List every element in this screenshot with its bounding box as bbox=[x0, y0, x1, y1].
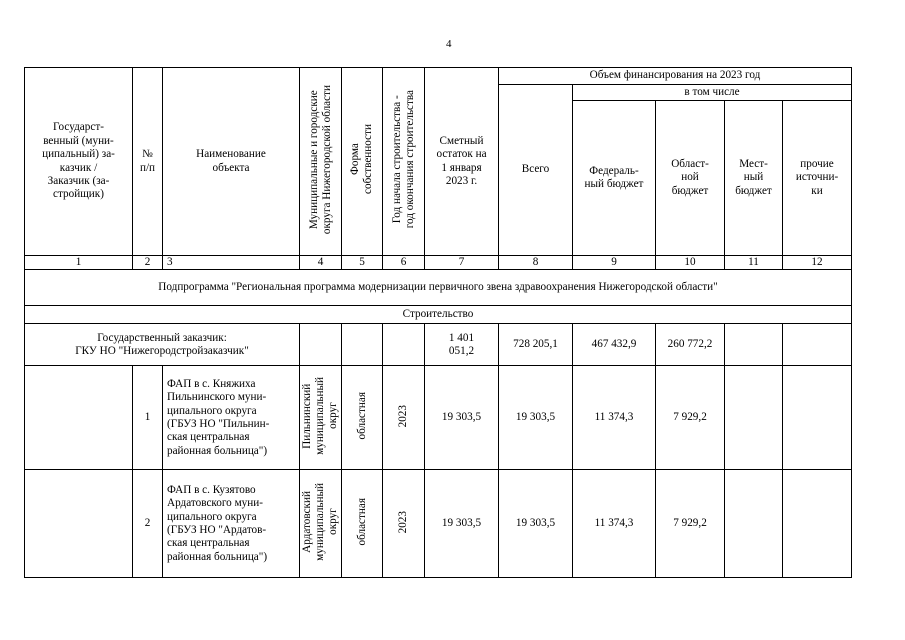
empty-cell bbox=[300, 324, 342, 366]
header-local: Мест- ный бюджет bbox=[725, 101, 783, 256]
regional: 7 929,2 bbox=[656, 366, 725, 470]
year: 2023 bbox=[397, 404, 410, 427]
municipality-cell bbox=[300, 366, 342, 470]
object-name: ФАП в с. Княжиха Пильнинского муни- ципального округа (ГБУЗ НО "Пильнин- ская центральная районная больница") bbox=[163, 366, 300, 470]
empty-cell bbox=[342, 324, 383, 366]
empty-cell bbox=[25, 366, 133, 470]
header-ownership-cell bbox=[342, 68, 383, 256]
header-federal: Федераль- ный бюджет bbox=[573, 101, 656, 256]
customer-federal: 467 432,9 bbox=[573, 324, 656, 366]
col-number: 8 bbox=[499, 256, 573, 270]
col-number: 12 bbox=[783, 256, 852, 270]
ownership: областная bbox=[355, 497, 368, 546]
customer-name: Государственный заказчик: ГКУ НО "Нижегородстройзаказчик" bbox=[25, 324, 300, 366]
col-number: 5 bbox=[342, 256, 383, 270]
empty-cell bbox=[25, 470, 133, 578]
subprogram-title: Подпрограмма "Региональная программа модернизации первичного звена здравоохранения Нижегородской области" bbox=[25, 270, 852, 306]
year-cell bbox=[383, 470, 425, 578]
header-balance: Сметный остаток на 1 января 2023 г. bbox=[425, 68, 499, 256]
balance: 19 303,5 bbox=[425, 366, 499, 470]
page-number: 4 bbox=[446, 38, 452, 50]
empty-cell bbox=[725, 324, 783, 366]
header-municipality: Муниципальные и городские округа Нижегородской области bbox=[307, 84, 333, 234]
header-customer: Государст- венный (муни- ципальный) за- казчик / Заказчик (за- стройщик) bbox=[25, 68, 133, 256]
col-number: 2 bbox=[133, 256, 163, 270]
header-funding-title: Объем финансирования на 2023 год bbox=[499, 68, 852, 85]
regional: 7 929,2 bbox=[656, 470, 725, 578]
header-municipality-cell bbox=[300, 68, 342, 256]
header-total: Всего bbox=[499, 85, 573, 256]
col-number: 6 bbox=[383, 256, 425, 270]
empty-cell bbox=[783, 470, 852, 578]
funding-table bbox=[24, 67, 852, 578]
header-years-cell bbox=[383, 68, 425, 256]
header-num: № п/п bbox=[133, 68, 163, 256]
federal: 11 374,3 bbox=[573, 470, 656, 578]
year: 2023 bbox=[397, 510, 410, 533]
col-number: 3 bbox=[163, 256, 300, 270]
header-years: Год начала строительства - год окончания строительства bbox=[390, 90, 416, 229]
customer-balance: 1 401 051,2 bbox=[425, 324, 499, 366]
municipality: Ардатовский муниципальный округ bbox=[301, 482, 339, 561]
col-number: 1 bbox=[25, 256, 133, 270]
section-title: Строительство bbox=[25, 306, 852, 324]
col-number: 9 bbox=[573, 256, 656, 270]
object-name: ФАП в с. Кузятово Ардатовского муни- ципального округа (ГБУЗ НО "Ардатов- ская центральная районная больница") bbox=[163, 470, 300, 578]
ownership-cell bbox=[342, 366, 383, 470]
header-other: прочие источни- ки bbox=[783, 101, 852, 256]
header-object-name: Наименование объекта bbox=[163, 68, 300, 256]
customer-total: 728 205,1 bbox=[499, 324, 573, 366]
ownership-cell bbox=[342, 470, 383, 578]
row-num: 1 bbox=[133, 366, 163, 470]
header-including: в том числе bbox=[573, 85, 852, 101]
col-number: 11 bbox=[725, 256, 783, 270]
total: 19 303,5 bbox=[499, 366, 573, 470]
total: 19 303,5 bbox=[499, 470, 573, 578]
empty-cell bbox=[783, 366, 852, 470]
year-cell bbox=[383, 366, 425, 470]
empty-cell bbox=[783, 324, 852, 366]
balance: 19 303,5 bbox=[425, 470, 499, 578]
col-number: 4 bbox=[300, 256, 342, 270]
municipality: Пильнинский муниципальный округ bbox=[301, 376, 339, 455]
municipality-cell bbox=[300, 470, 342, 578]
col-number: 7 bbox=[425, 256, 499, 270]
empty-cell bbox=[383, 324, 425, 366]
header-ownership: Форма собственности bbox=[349, 124, 374, 195]
ownership: областная bbox=[355, 391, 368, 440]
customer-regional: 260 772,2 bbox=[656, 324, 725, 366]
col-number: 10 bbox=[656, 256, 725, 270]
empty-cell bbox=[725, 366, 783, 470]
federal: 11 374,3 bbox=[573, 366, 656, 470]
header-regional: Област- ной бюджет bbox=[656, 101, 725, 256]
row-num: 2 bbox=[133, 470, 163, 578]
empty-cell bbox=[725, 470, 783, 578]
